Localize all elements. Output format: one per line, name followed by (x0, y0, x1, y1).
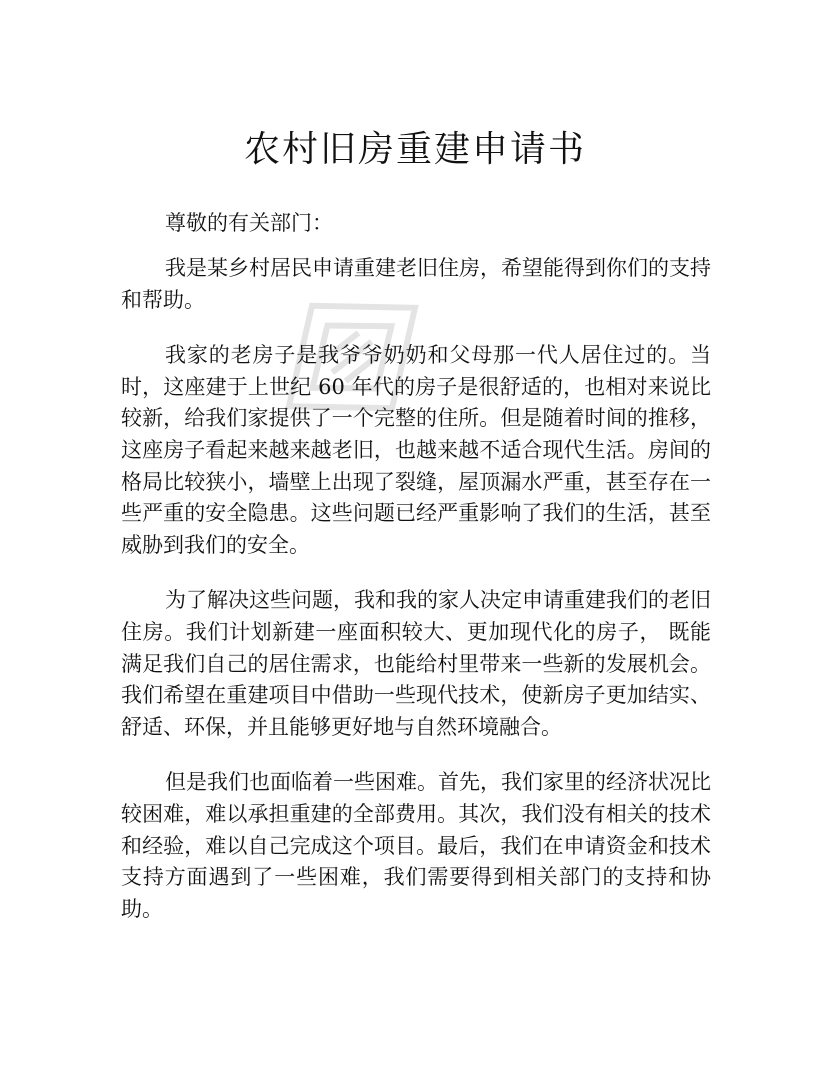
document-body (121, 208, 711, 949)
paragraph-rebuild-plan: 为了解决这些问题，我和我的家人决定申请重建我们的老旧住房。我们计划新建一座面积较大、更加现代化的房子， 既能满足我们自己的居住需求，也能给村里带来一些新的发展机会。我们希望在重建项目中借助一些现代技术，使新房子更加结实、 舒适、环保，并且能够更好地与自然环境融合。 (121, 588, 711, 739)
paragraph-difficulties: 但是我们也面临着一些困难。首先，我们家里的经济状况比较困难，难以承担重建的全部费用。其次，我们没有相关的技术和经验，难以自己完成这个项目。最后，我们在申请资金和技术支持方面遇到了一些困难，我们需要得到相关部门的支持和协助。 (121, 770, 711, 921)
document-title: 农村旧房重建申请书 (243, 129, 586, 170)
paragraph-intro: 我是某乡村居民申请重建老旧住房，希望能得到你们的支持和帮助。 (121, 256, 711, 312)
paragraph-house-history: 我家的老房子是我爷爷奶奶和父母那一代人居住过的。当时，这座建于上世纪 60 年代的房子是很舒适的，也相对来说比较新，给我们家提供了一个完整的住所。但是随着时间的推移，这座房子看起来越来越老旧，也越来越不适合现代生活。房间的格局比较狭小，墙壁上出现了裂缝，屋顶漏水严重，甚至存在一些严重的安全隐患。这些问题已经严重影响了我们的生活，甚至威胁到我们的安全。 (121, 343, 711, 557)
salutation: 尊敬的有关部门： (165, 211, 333, 235)
